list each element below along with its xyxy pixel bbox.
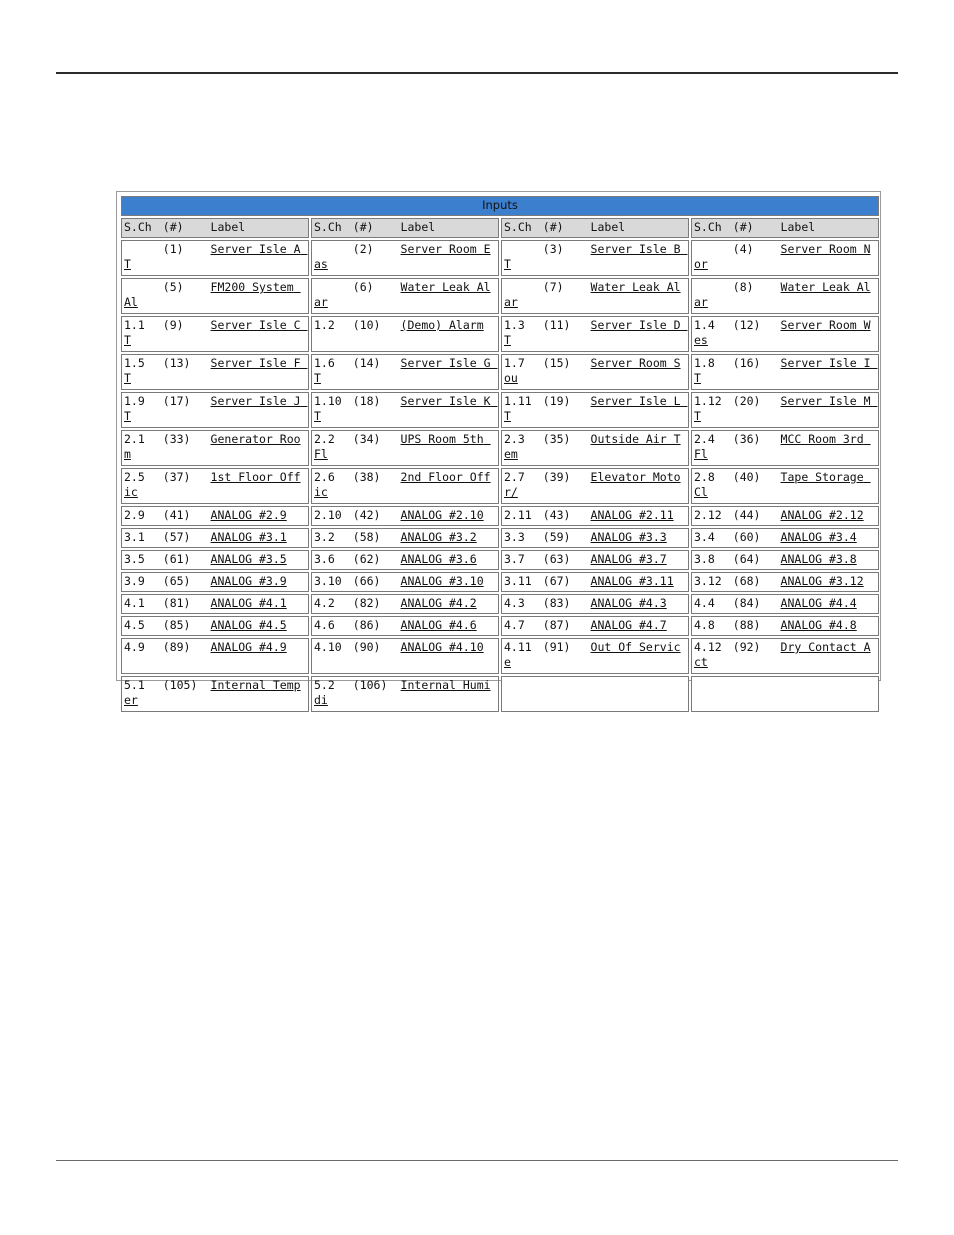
channel-id: 3.6 [314, 552, 335, 566]
channel-id: 2.12 [694, 508, 722, 522]
channel-id: 3.7 [504, 552, 525, 566]
input-label-link[interactable]: Server Isle L T [504, 394, 688, 423]
column-header: S.Ch (#) Label [121, 218, 309, 238]
input-number: (90) [352, 640, 381, 654]
input-cell [691, 616, 879, 636]
table-row [121, 528, 879, 548]
input-cell [501, 616, 689, 636]
input-cell [501, 240, 689, 276]
input-number: (105) [162, 678, 198, 692]
input-cell [501, 316, 689, 352]
channel-id: 1.5 [124, 356, 145, 370]
input-label-link[interactable]: Tape Storage Cl [694, 470, 871, 499]
input-cell [691, 594, 879, 614]
channel-id: 4.6 [314, 618, 335, 632]
input-number: (44) [732, 508, 761, 522]
input-label-link[interactable]: ANALOG #3.10 [400, 574, 484, 588]
input-cell [121, 572, 309, 592]
input-number: (39) [542, 470, 571, 484]
channel-id: 2.3 [504, 432, 525, 446]
input-label-link[interactable]: ANALOG #4.2 [400, 596, 477, 610]
input-label-link[interactable]: ANALOG #3.8 [780, 552, 857, 566]
input-label-link[interactable]: Server Isle I T [694, 356, 878, 385]
input-label-link[interactable]: MCC Room 3rd Fl [694, 432, 871, 461]
input-number: (17) [162, 394, 191, 408]
table-row [121, 616, 879, 636]
input-label-link[interactable]: Server Room Sou [504, 356, 681, 385]
input-cell [121, 430, 309, 466]
input-label-link[interactable]: ANALOG #4.1 [210, 596, 287, 610]
input-label-link[interactable]: Dry Contact Act [694, 640, 871, 669]
input-label-link[interactable]: Generator Room [124, 432, 301, 461]
input-number: (34) [352, 432, 381, 446]
input-cell [691, 638, 879, 674]
channel-id: 1.4 [694, 318, 715, 332]
input-label-link[interactable]: (Demo) Alarm [400, 318, 484, 332]
input-label-link[interactable]: Server Room Eas [314, 242, 491, 271]
input-cell [121, 392, 309, 428]
input-label-link[interactable]: UPS Room 5th Fl [314, 432, 491, 461]
input-label-link[interactable]: ANALOG #3.5 [210, 552, 287, 566]
input-cell [501, 430, 689, 466]
channel-id: 1.7 [504, 356, 525, 370]
input-cell [121, 354, 309, 390]
input-number: (38) [352, 470, 381, 484]
inputs-panel [116, 191, 881, 707]
channel-id: 4.1 [124, 596, 145, 610]
channel-id: 1.6 [314, 356, 335, 370]
channel-id: 3.2 [314, 530, 335, 544]
input-label-link[interactable]: ANALOG #3.7 [590, 552, 667, 566]
table-row [121, 550, 879, 570]
input-cell [121, 278, 309, 314]
channel-id: 4.8 [694, 618, 715, 632]
table-row [121, 278, 879, 314]
input-number: (4) [732, 242, 754, 256]
input-cell [311, 594, 499, 614]
input-cell [121, 550, 309, 570]
channel-id: 4.2 [314, 596, 335, 610]
input-number: (36) [732, 432, 761, 446]
input-number: (82) [352, 596, 381, 610]
input-cell [501, 638, 689, 674]
column-header: S.Ch (#) Label [311, 218, 499, 238]
table-row [121, 594, 879, 614]
input-cell [311, 240, 499, 276]
channel-id: 3.10 [314, 574, 342, 588]
input-cell [691, 550, 879, 570]
input-number: (61) [162, 552, 191, 566]
input-label-link[interactable]: ANALOG #3.6 [400, 552, 477, 566]
input-cell [691, 278, 879, 314]
input-number: (15) [542, 356, 571, 370]
input-label-link[interactable]: ANALOG #4.3 [590, 596, 667, 610]
channel-id: 2.4 [694, 432, 715, 446]
channel-id: 4.12 [694, 640, 722, 654]
channel-id: 4.7 [504, 618, 525, 632]
input-label-link[interactable]: ANALOG #2.12 [780, 508, 864, 522]
channel-id: 4.4 [694, 596, 715, 610]
input-number: (20) [732, 394, 761, 408]
input-number: (7) [542, 280, 564, 294]
channel-id: 4.9 [124, 640, 145, 654]
input-number: (63) [542, 552, 571, 566]
input-number: (3) [542, 242, 564, 256]
input-cell [121, 468, 309, 504]
table-row [121, 506, 879, 526]
input-cell [121, 316, 309, 352]
input-label-link[interactable]: ANALOG #2.10 [400, 508, 484, 522]
table-row [121, 392, 879, 428]
input-number: (66) [352, 574, 381, 588]
input-cell [691, 506, 879, 526]
table-row [121, 676, 879, 712]
channel-id: 3.1 [124, 530, 145, 544]
input-label-link[interactable]: ANALOG #4.10 [400, 640, 484, 654]
input-cell [311, 676, 499, 712]
table-row [121, 468, 879, 504]
input-cell [311, 316, 499, 352]
empty-cell [501, 676, 689, 712]
channel-id: 1.8 [694, 356, 715, 370]
input-cell [311, 506, 499, 526]
input-label-link[interactable]: ANALOG #3.9 [210, 574, 287, 588]
input-number: (89) [162, 640, 191, 654]
input-number: (84) [732, 596, 761, 610]
input-label-link[interactable]: Server Isle K T [314, 394, 498, 423]
table-row [121, 430, 879, 466]
input-number: (8) [732, 280, 754, 294]
input-label-link[interactable]: 1st Floor Offic [124, 470, 301, 499]
channel-id: 4.10 [314, 640, 342, 654]
table-title-row [121, 196, 879, 216]
input-number: (19) [542, 394, 571, 408]
input-label-link[interactable]: ANALOG #2.9 [210, 508, 287, 522]
table-row [121, 316, 879, 352]
input-cell [691, 468, 879, 504]
input-number: (41) [162, 508, 191, 522]
input-label-link[interactable]: Outside Air Tem [504, 432, 681, 461]
input-cell [501, 528, 689, 548]
input-label-link[interactable]: Server Isle D T [504, 318, 688, 347]
channel-id: 5.1 [124, 678, 145, 692]
channel-id: 1.2 [314, 318, 335, 332]
input-number: (14) [352, 356, 381, 370]
input-number: (64) [732, 552, 761, 566]
channel-id: 3.4 [694, 530, 715, 544]
input-label-link[interactable]: ANALOG #3.3 [590, 530, 667, 544]
channel-id: 2.10 [314, 508, 342, 522]
input-number: (9) [162, 318, 184, 332]
input-number: (33) [162, 432, 191, 446]
column-header: S.Ch (#) Label [691, 218, 879, 238]
input-cell [691, 572, 879, 592]
input-number: (1) [162, 242, 184, 256]
input-cell [501, 506, 689, 526]
channel-id: 4.3 [504, 596, 525, 610]
input-cell [121, 616, 309, 636]
input-number: (68) [732, 574, 761, 588]
footer-rule [56, 1160, 898, 1161]
input-cell [311, 550, 499, 570]
input-cell [691, 392, 879, 428]
channel-id: 1.11 [504, 394, 532, 408]
input-label-link[interactable]: Server Room Wes [694, 318, 871, 347]
input-cell [691, 354, 879, 390]
channel-id: 2.1 [124, 432, 145, 446]
table-row [121, 240, 879, 276]
table-row [121, 572, 879, 592]
channel-id: 2.2 [314, 432, 335, 446]
input-number: (83) [542, 596, 571, 610]
input-label-link[interactable]: Out Of Service [504, 640, 681, 669]
input-label-link[interactable]: ANALOG #4.9 [210, 640, 287, 654]
input-number: (106) [352, 678, 388, 692]
input-cell [691, 316, 879, 352]
input-number: (87) [542, 618, 571, 632]
input-number: (42) [352, 508, 381, 522]
inputs-table [119, 194, 881, 714]
input-cell [501, 468, 689, 504]
input-number: (81) [162, 596, 191, 610]
input-cell [121, 676, 309, 712]
input-cell [501, 278, 689, 314]
channel-id: 1.12 [694, 394, 722, 408]
channel-id: 1.9 [124, 394, 145, 408]
input-cell [311, 430, 499, 466]
input-cell [311, 572, 499, 592]
channel-id: 4.11 [504, 640, 532, 654]
input-cell [691, 430, 879, 466]
input-number: (40) [732, 470, 761, 484]
input-cell [311, 616, 499, 636]
input-label-link[interactable]: Internal Humidi [314, 678, 491, 707]
input-label-link[interactable]: ANALOG #4.7 [590, 618, 667, 632]
input-label-link[interactable]: ANALOG #4.8 [780, 618, 857, 632]
column-header-row [121, 218, 879, 238]
input-number: (58) [352, 530, 381, 544]
input-cell [311, 354, 499, 390]
input-number: (11) [542, 318, 571, 332]
input-label-link[interactable]: ANALOG #3.4 [780, 530, 857, 544]
input-label-link[interactable]: ANALOG #4.5 [210, 618, 287, 632]
input-cell [121, 240, 309, 276]
input-number: (5) [162, 280, 184, 294]
input-label-link[interactable]: Server Room Nor [694, 242, 871, 271]
input-number: (88) [732, 618, 761, 632]
input-cell [121, 506, 309, 526]
empty-cell [691, 676, 879, 712]
channel-id: 3.11 [504, 574, 532, 588]
input-label-link[interactable]: ANALOG #3.1 [210, 530, 287, 544]
channel-id: 3.12 [694, 574, 722, 588]
input-number: (6) [352, 280, 374, 294]
input-label-link[interactable]: ANALOG #2.11 [590, 508, 674, 522]
input-cell [691, 240, 879, 276]
channel-id: 3.3 [504, 530, 525, 544]
input-label-link[interactable]: Elevator Motor/ [504, 470, 681, 499]
input-label-link[interactable]: Server Isle J T [124, 394, 308, 423]
channel-id: 2.6 [314, 470, 335, 484]
channel-id: 2.8 [694, 470, 715, 484]
input-number: (16) [732, 356, 761, 370]
input-number: (12) [732, 318, 761, 332]
input-number: (86) [352, 618, 381, 632]
input-label-link[interactable]: ANALOG #3.11 [590, 574, 674, 588]
input-number: (62) [352, 552, 381, 566]
input-cell [311, 278, 499, 314]
input-label-link[interactable]: ANALOG #3.2 [400, 530, 477, 544]
input-label-link[interactable]: ANALOG #4.6 [400, 618, 477, 632]
input-number: (37) [162, 470, 191, 484]
input-cell [691, 528, 879, 548]
input-cell [311, 468, 499, 504]
input-cell [501, 550, 689, 570]
channel-id: 1.10 [314, 394, 342, 408]
table-row [121, 638, 879, 674]
input-label-link[interactable]: Server Isle M T [694, 394, 878, 423]
channel-id: 2.9 [124, 508, 145, 522]
channel-id: 2.11 [504, 508, 532, 522]
input-number: (18) [352, 394, 381, 408]
input-cell [501, 594, 689, 614]
input-label-link[interactable]: Server Isle B T [504, 242, 688, 271]
input-cell [501, 354, 689, 390]
input-label-link[interactable]: Internal Temper [124, 678, 301, 707]
input-cell [121, 528, 309, 548]
input-label-link[interactable]: Water Leak Alar [694, 280, 871, 309]
input-label-link[interactable]: Server Isle A T [124, 242, 308, 271]
input-label-link[interactable]: Water Leak Alar [314, 280, 491, 309]
channel-id: 5.2 [314, 678, 335, 692]
input-number: (13) [162, 356, 191, 370]
input-label-link[interactable]: ANALOG #4.4 [780, 596, 857, 610]
input-number: (67) [542, 574, 571, 588]
column-header: S.Ch (#) Label [501, 218, 689, 238]
input-number: (10) [352, 318, 381, 332]
input-number: (35) [542, 432, 571, 446]
input-number: (91) [542, 640, 571, 654]
input-number: (59) [542, 530, 571, 544]
input-cell [501, 392, 689, 428]
input-label-link[interactable]: Server Isle F T [124, 356, 308, 385]
channel-id: 4.5 [124, 618, 145, 632]
input-number: (60) [732, 530, 761, 544]
channel-id: 1.3 [504, 318, 525, 332]
input-cell [311, 638, 499, 674]
channel-id: 2.5 [124, 470, 145, 484]
input-label-link[interactable]: Water Leak Alar [504, 280, 681, 309]
input-number: (43) [542, 508, 571, 522]
input-cell [501, 572, 689, 592]
channel-id: 3.5 [124, 552, 145, 566]
input-number: (65) [162, 574, 191, 588]
input-label-link[interactable]: Server Isle C T [124, 318, 308, 347]
table-title: Inputs [121, 196, 879, 216]
input-number: (2) [352, 242, 374, 256]
input-number: (57) [162, 530, 191, 544]
input-number: (85) [162, 618, 191, 632]
input-cell [311, 528, 499, 548]
input-label-link[interactable]: ANALOG #3.12 [780, 574, 864, 588]
input-cell [121, 594, 309, 614]
input-cell [311, 392, 499, 428]
input-number: (92) [732, 640, 761, 654]
channel-id: 1.1 [124, 318, 145, 332]
header-rule [56, 72, 898, 74]
input-cell [121, 638, 309, 674]
input-label-link[interactable]: FM200 System Al [124, 280, 301, 309]
input-label-link[interactable]: Server Isle G T [314, 356, 498, 385]
channel-id: 3.9 [124, 574, 145, 588]
table-row [121, 354, 879, 390]
input-label-link[interactable]: 2nd Floor Offic [314, 470, 491, 499]
channel-id: 3.8 [694, 552, 715, 566]
channel-id: 2.7 [504, 470, 525, 484]
